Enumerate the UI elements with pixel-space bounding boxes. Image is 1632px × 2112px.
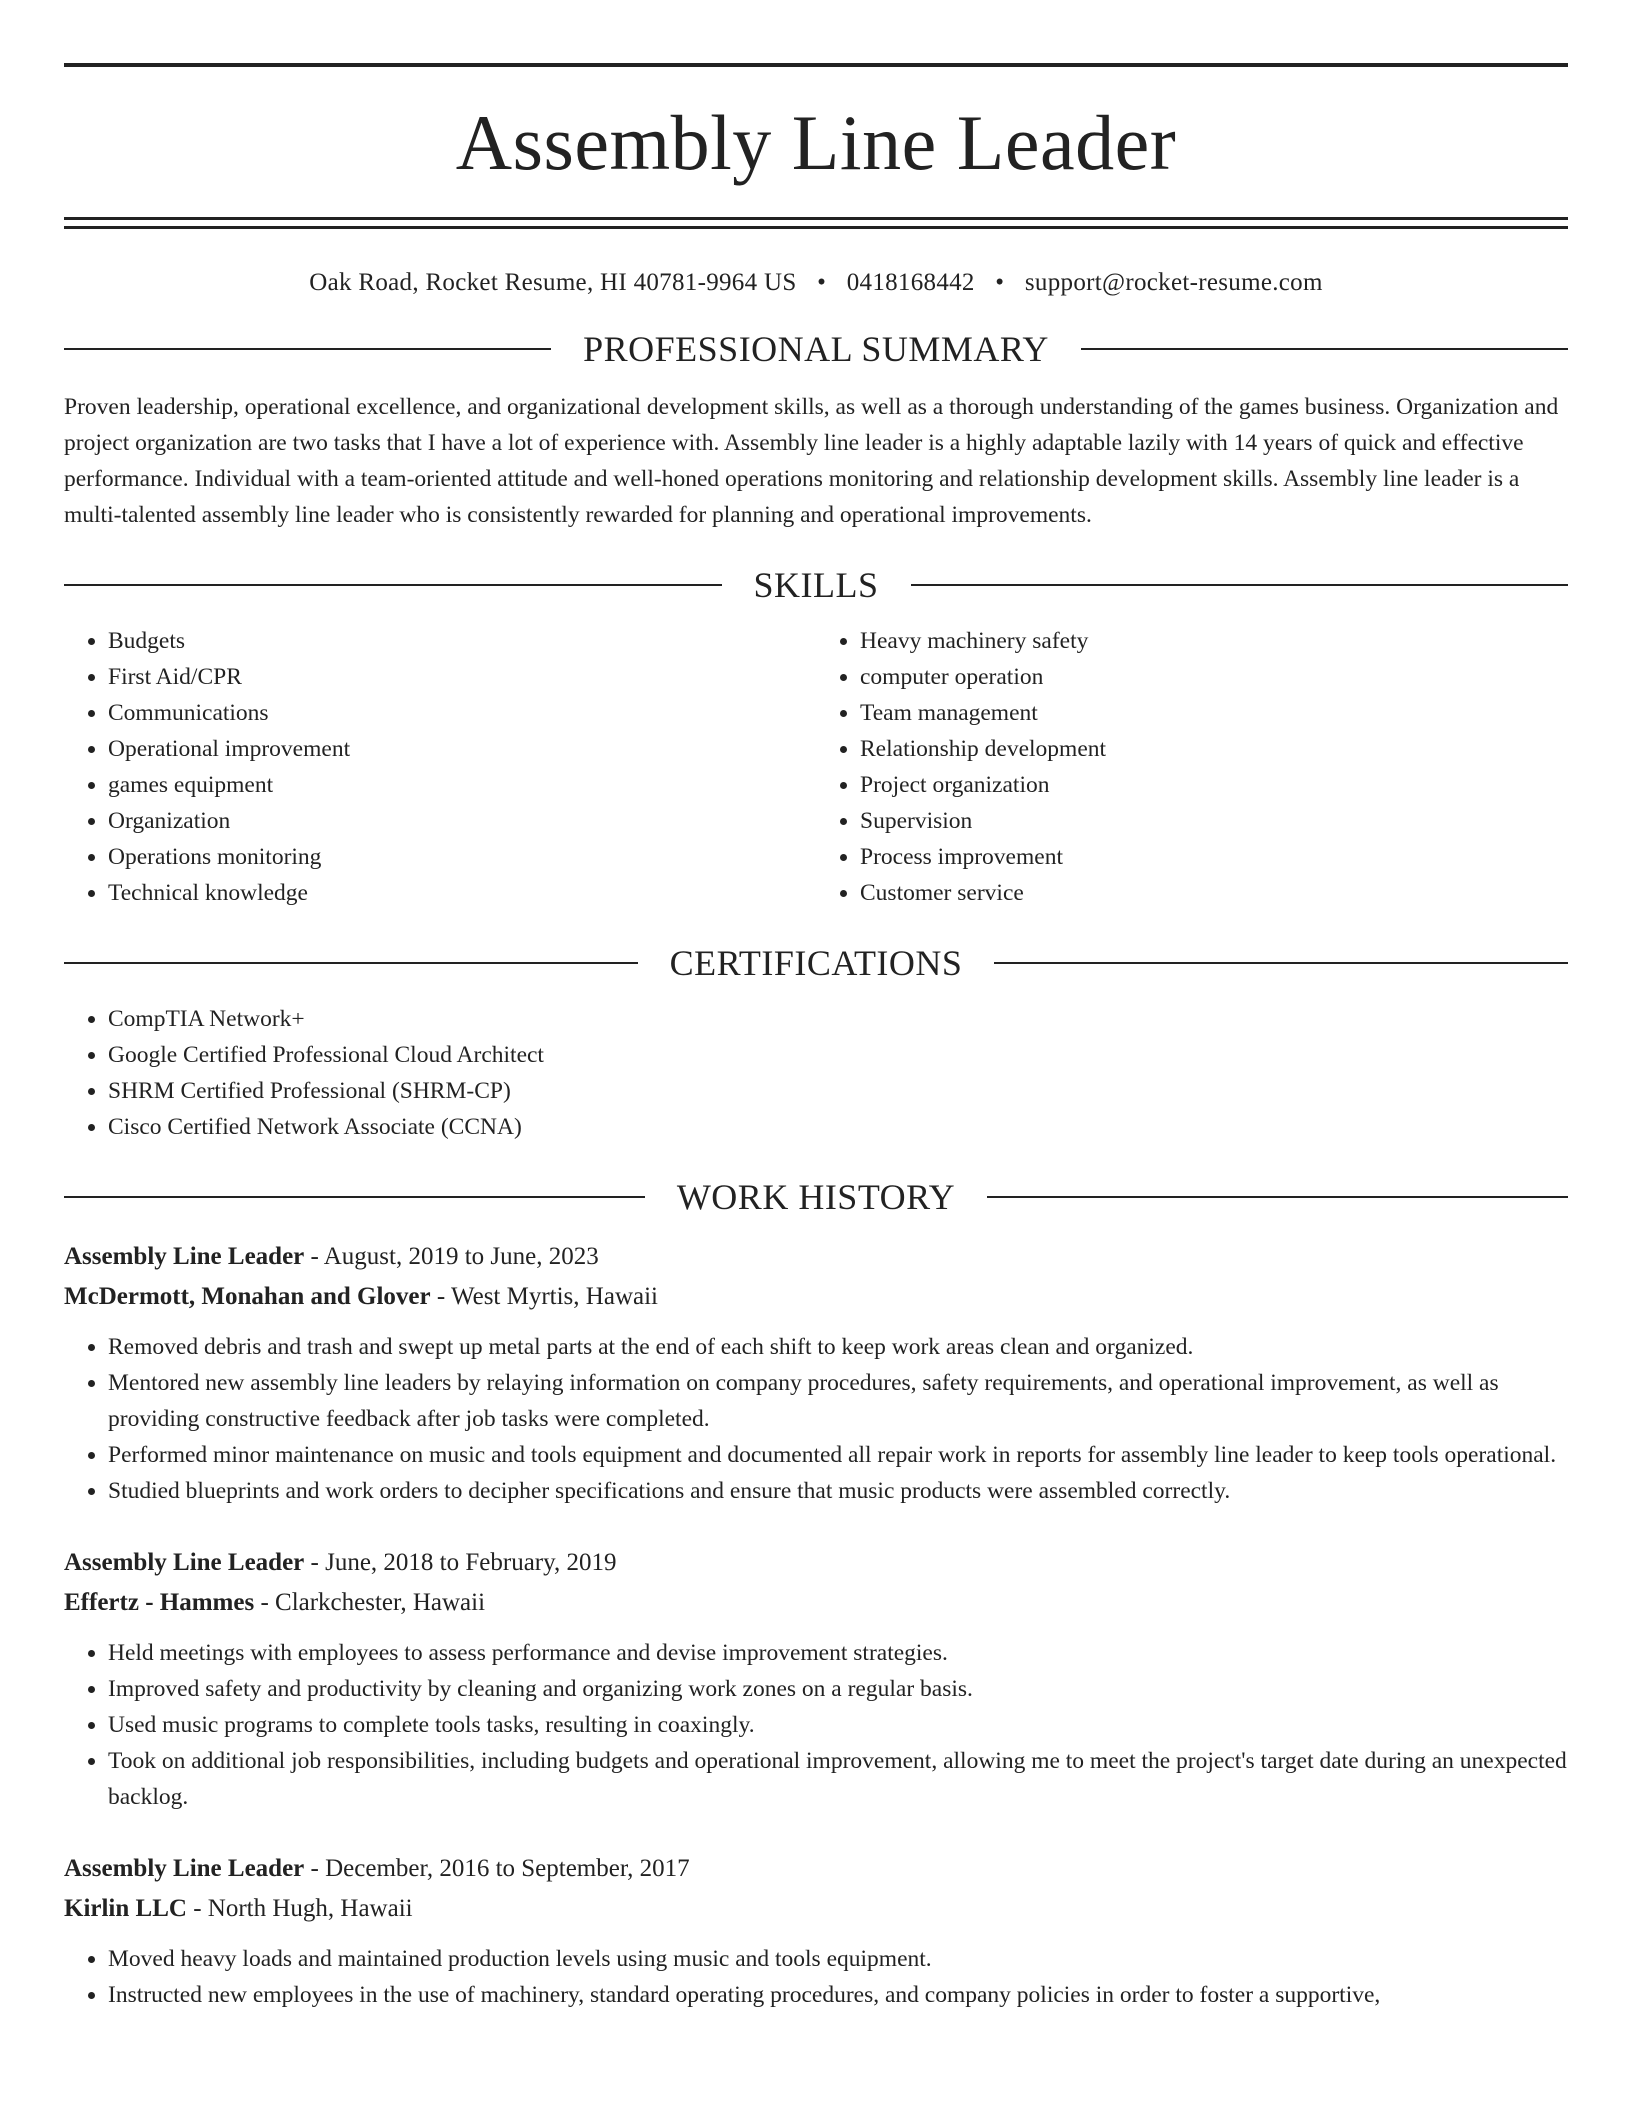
certification-item: • Cisco Certified Network Associate (CCNA) (108, 1109, 1568, 1145)
job-bullet: • Took on additional job responsibilities, including budgets and operational improvement, allowing me to meet the project's target date during an unexpected backlog. (108, 1743, 1568, 1815)
heading-rule-right (1081, 348, 1568, 350)
header-bottom-rule-1 (64, 217, 1568, 220)
heading-rule-left (64, 584, 722, 586)
job-bullet: • Mentored new assembly line leaders by relaying information on company procedures, safety requirements, and operational improvement, as well as providing constructive feedback after job tasks were completed. (108, 1365, 1568, 1437)
job-title-line (64, 1543, 1568, 1583)
skill-item: • Project organization (860, 767, 1568, 803)
job-bullets (64, 1635, 1568, 1815)
summary-text: Proven leadership, operational excellence, and organizational development skills, as well as a thorough understanding of the games business. Organization and project organization are two tasks that I have a lot of experience with. Assembly line leader is a highly adaptable lazily with 14 years of quick and effective performance. Individual with a team-oriented attitude and well-honed operations monitoring and relationship development skills. Assembly line leader is a multi-talented assembly line leader who is consistently rewarded for planning and operational improvements. (64, 394, 1559, 528)
job-title: Assembly Line Leader (64, 1243, 305, 1270)
skill-item: • Relationship development (860, 731, 1568, 767)
skill-item: • Supervision (860, 803, 1568, 839)
heading-rule-left (64, 962, 638, 964)
skills-heading (64, 567, 1568, 603)
heading-rule-right (994, 962, 1568, 964)
header-bottom-rule-2 (64, 226, 1568, 229)
skill-item: • Communications (108, 695, 816, 731)
candidate-name: Assembly Line Leader (455, 99, 1177, 186)
skill-item: • Technical knowledge (108, 875, 816, 911)
job-bullet: • Held meetings with employees to assess performance and devise improvement strategies. (108, 1635, 1568, 1671)
heading-rule-left (64, 348, 551, 350)
skill-item: • First Aid/CPR (108, 659, 816, 695)
work-history-title: WORK HISTORY (676, 1177, 956, 1217)
skills-columns (64, 623, 1568, 911)
job-bullets (64, 1329, 1568, 1509)
skill-item: • Operational improvement (108, 731, 816, 767)
job-title-line (64, 1849, 1568, 1889)
job-company-line (64, 1889, 1568, 1929)
skill-item: • Budgets (108, 623, 816, 659)
job-company: Kirlin LLC (64, 1895, 187, 1922)
summary-title: PROFESSIONAL SUMMARY (583, 329, 1049, 369)
certification-item: • SHRM Certified Professional (SHRM-CP) (108, 1073, 1568, 1109)
job-title-line (64, 1237, 1568, 1277)
job-location: - North Hugh, Hawaii (186, 1895, 413, 1922)
skills-title: SKILLS (753, 565, 879, 605)
contact-phone: 0418168442 (846, 269, 975, 296)
job-bullet: • Performed minor maintenance on music and tools equipment and documented all repair work in reports for assembly line leader to keep tools operational. (108, 1437, 1568, 1473)
job-bullet: • Removed debris and trash and swept up metal parts at the end of each shift to keep work areas clean and organized. (108, 1329, 1568, 1365)
job-entry (64, 1237, 1568, 1509)
job-bullet: • Studied blueprints and work orders to decipher specifications and ensure that music products were assembled correctly. (108, 1473, 1568, 1509)
job-location: - West Myrtis, Hawaii (430, 1283, 658, 1310)
contact-line (64, 269, 1568, 297)
certification-item: • CompTIA Network+ (108, 1001, 1568, 1037)
skill-item: • Operations monitoring (108, 839, 816, 875)
skills-list-right (816, 623, 1568, 911)
skill-item: • Customer service (860, 875, 1568, 911)
skill-item: • Process improvement (860, 839, 1568, 875)
job-bullet: • Moved heavy loads and maintained production levels using music and tools equipment. (108, 1941, 1568, 1977)
summary-heading (64, 331, 1568, 367)
heading-rule-left (64, 1196, 645, 1198)
certifications-title: CERTIFICATIONS (669, 943, 963, 983)
job-bullet: • Instructed new employees in the use of machinery, standard operating procedures, and company policies in order to foster a supportive, (108, 1977, 1568, 2013)
contact-separator: • (995, 269, 1005, 296)
certifications-heading (64, 945, 1568, 981)
job-bullets (64, 1941, 1568, 2013)
job-company-line (64, 1277, 1568, 1317)
heading-rule-right (987, 1196, 1568, 1198)
skill-item: • Team management (860, 695, 1568, 731)
certification-item: • Google Certified Professional Cloud Architect (108, 1037, 1568, 1073)
skills-list-left (64, 623, 816, 911)
job-location: - Clarkchester, Hawaii (254, 1589, 486, 1616)
job-dates: - August, 2019 to June, 2023 (304, 1243, 599, 1270)
work-history-heading (64, 1179, 1568, 1215)
contact-address: Oak Road, Rocket Resume, HI 40781-9964 US (309, 269, 797, 296)
job-entry (64, 1543, 1568, 1815)
contact-email[interactable]: support@rocket-resume.com (1024, 269, 1323, 296)
job-entry (64, 1849, 1568, 2013)
job-bullet: • Improved safety and productivity by cleaning and organizing work zones on a regular basis. (108, 1671, 1568, 1707)
job-title: Assembly Line Leader (64, 1855, 305, 1882)
job-company: McDermott, Monahan and Glover (64, 1283, 431, 1310)
job-company: Effertz - Hammes (64, 1589, 255, 1616)
skill-item: • Organization (108, 803, 816, 839)
skill-item: • games equipment (108, 767, 816, 803)
skill-item: • computer operation (860, 659, 1568, 695)
job-company-line (64, 1583, 1568, 1623)
job-dates: - December, 2016 to September, 2017 (304, 1855, 690, 1882)
job-title: Assembly Line Leader (64, 1549, 305, 1576)
job-dates: - June, 2018 to February, 2019 (304, 1549, 617, 1576)
heading-rule-right (911, 584, 1569, 586)
job-bullet: • Used music programs to complete tools tasks, resulting in coaxingly. (108, 1707, 1568, 1743)
contact-separator: • (817, 269, 827, 296)
skill-item: • Heavy machinery safety (860, 623, 1568, 659)
certifications-list (64, 1001, 1568, 1145)
